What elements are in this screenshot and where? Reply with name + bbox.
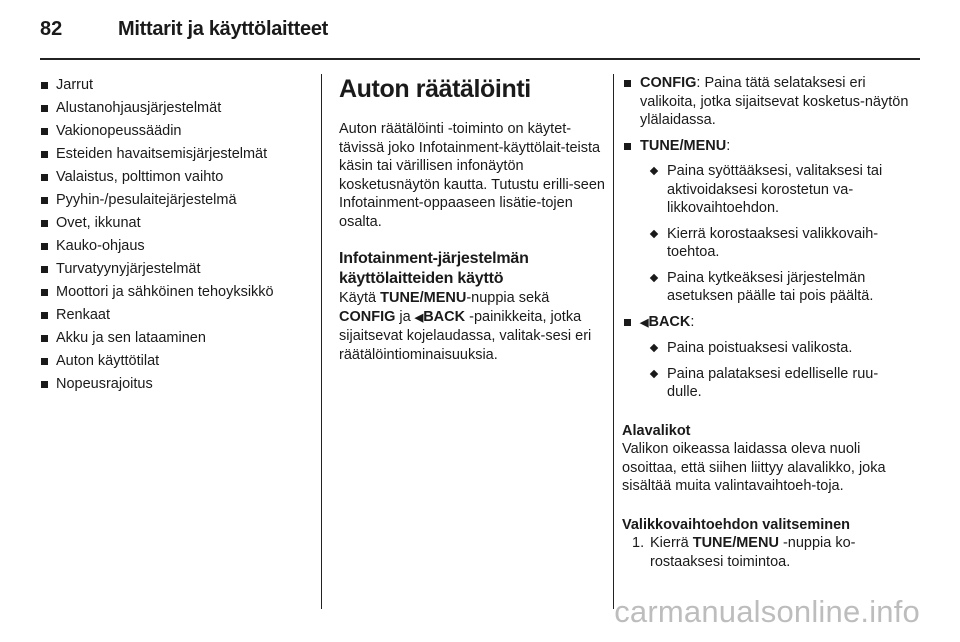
toc-item-label: Alustanohjausjärjestelmät bbox=[56, 100, 222, 116]
sub-bullet-text: Paina poistuaksesi valikosta. bbox=[667, 340, 853, 356]
sub-bullet-text: Kierrä korostaaksesi valikkovaih-toehtoa. bbox=[667, 225, 879, 260]
square-bullet-icon bbox=[41, 312, 48, 319]
toc-item-label: Ovet, ikkunat bbox=[56, 215, 141, 231]
square-bullet-icon bbox=[41, 220, 48, 227]
diamond-bullet-icon bbox=[650, 167, 658, 175]
square-bullet-icon bbox=[41, 105, 48, 112]
toc-item bbox=[40, 258, 308, 281]
square-bullet-icon bbox=[624, 143, 631, 150]
toc-item bbox=[40, 212, 308, 235]
back-arrow-icon: ◀ bbox=[640, 316, 649, 329]
square-bullet-icon bbox=[41, 151, 48, 158]
toc-item-label: Auton käyttötilat bbox=[56, 353, 160, 369]
chapter-title: Mittarit ja käyttölaitteet bbox=[118, 18, 329, 40]
square-bullet-icon bbox=[624, 80, 631, 87]
back-item bbox=[622, 313, 912, 333]
section-column bbox=[339, 74, 609, 364]
toc-item-label: Nopeusrajoitus bbox=[56, 376, 153, 392]
toc-item bbox=[40, 235, 308, 258]
diamond-bullet-icon bbox=[650, 229, 658, 237]
toc-item bbox=[40, 143, 308, 166]
sub-bullet-item bbox=[622, 365, 912, 402]
square-bullet-icon bbox=[41, 335, 48, 342]
toc-item-label: Esteiden havaitsemisjärjestelmät bbox=[56, 146, 268, 162]
toc-item bbox=[40, 120, 308, 143]
toc-item-label: Renkaat bbox=[56, 307, 111, 323]
diamond-bullet-icon bbox=[650, 369, 658, 377]
toc-list bbox=[40, 74, 308, 396]
sub-bullet-text: Paina syöttääksesi, valitaksesi tai aktivoidaksesi korostetun va-likkovaihtoehdon. bbox=[667, 163, 883, 216]
toc-item bbox=[40, 327, 308, 350]
toc-item-label: Jarrut bbox=[56, 77, 94, 93]
page-header bbox=[0, 0, 960, 58]
square-bullet-icon bbox=[41, 128, 48, 135]
sub-bullet-item bbox=[622, 269, 912, 306]
usage-text: Käytä bbox=[339, 290, 381, 306]
config-item bbox=[622, 74, 912, 130]
step-text: -nuppia ko-rostaaksesi toimintoa. bbox=[650, 535, 856, 570]
select-heading: Valikkovaihtoehdon valitseminen bbox=[622, 516, 851, 533]
toc-item-label: Pyyhin-/pesulaitejärjestelmä bbox=[56, 192, 237, 208]
watermark: carmanualsonline.info bbox=[614, 594, 920, 629]
square-bullet-icon bbox=[624, 319, 631, 326]
toc-item-label: Vakionopeussäädin bbox=[56, 123, 182, 139]
square-bullet-icon bbox=[41, 381, 48, 388]
alavalikot-heading: Alavalikot bbox=[622, 422, 691, 439]
page-number: 82 bbox=[40, 18, 63, 40]
column-divider bbox=[321, 74, 322, 609]
sub-bullet-item bbox=[622, 339, 912, 358]
header-rule bbox=[40, 58, 920, 60]
back-label: BACK bbox=[423, 308, 466, 325]
numbered-step bbox=[622, 534, 912, 571]
square-bullet-icon bbox=[41, 243, 48, 250]
step-number: 1. bbox=[632, 535, 645, 551]
usage-text: -painikkeita, jotka sijaitsevat kojelaudassa, valitak-sesi eri räätälöintiominaisuuksia. bbox=[339, 308, 592, 363]
toc-item-label: Akku ja sen lataaminen bbox=[56, 330, 206, 346]
sub-bullet-text: Paina kytkeäksesi järjestelmän asetuksen päälle tai pois päältä. bbox=[667, 269, 874, 304]
colon: : bbox=[726, 137, 731, 154]
sub-bullet-item bbox=[622, 162, 912, 218]
tune-menu-item bbox=[622, 137, 912, 156]
square-bullet-icon bbox=[41, 174, 48, 181]
section-intro: Auton räätälöinti -toiminto on käytet-tävissä joko Infotainment-käyttölait-teista käsin tai värillisen infonäytön kosketusnäytön kautta. Tutustu erilli-seen Infotainment-oppaaseen lisätie-tojen osalta. bbox=[339, 121, 605, 230]
toc-item bbox=[40, 189, 308, 212]
toc-item bbox=[40, 97, 308, 120]
back-arrow-icon: ◀ bbox=[414, 311, 424, 324]
toc-item bbox=[40, 74, 308, 97]
tune-menu-subitems bbox=[622, 162, 912, 306]
toc-item bbox=[40, 166, 308, 189]
toc-item bbox=[40, 350, 308, 373]
usage-text: -nuppia sekä bbox=[466, 290, 550, 306]
controls-column bbox=[622, 74, 912, 571]
square-bullet-icon bbox=[41, 266, 48, 273]
toc-item bbox=[40, 373, 308, 396]
tune-menu-label: TUNE/MENU bbox=[380, 290, 467, 306]
section-subheading: Infotainment-järjestelmän käyttölaitteiden käyttö bbox=[339, 250, 529, 287]
toc-column bbox=[40, 74, 308, 396]
tune-menu-label: TUNE/MENU bbox=[692, 535, 779, 551]
square-bullet-icon bbox=[41, 289, 48, 296]
toc-item bbox=[40, 281, 308, 304]
tune-menu-label: TUNE/MENU bbox=[640, 137, 727, 154]
toc-item-label: Valaistus, polttimon vaihto bbox=[56, 169, 224, 185]
toc-item-label: Turvatyynyjärjestelmät bbox=[56, 261, 201, 277]
square-bullet-icon bbox=[41, 197, 48, 204]
config-text: : Paina tätä selataksesi eri valikoita, jotka sijaitsevat kosketus-näytön ylälaidassa. bbox=[640, 75, 909, 128]
square-bullet-icon bbox=[41, 358, 48, 365]
back-subitems bbox=[622, 339, 912, 402]
config-label: CONFIG bbox=[640, 75, 697, 91]
column-divider bbox=[613, 74, 614, 609]
diamond-bullet-icon bbox=[650, 273, 658, 281]
sub-bullet-text: Paina palataksesi edelliselle ruu-dulle. bbox=[667, 365, 879, 400]
square-bullet-icon bbox=[41, 82, 48, 89]
section-title: Auton räätälöinti bbox=[339, 75, 531, 103]
sub-bullet-item bbox=[622, 225, 912, 262]
toc-item-label: Moottori ja sähköinen tehoyksikkö bbox=[56, 284, 274, 300]
colon: : bbox=[690, 313, 695, 330]
usage-paragraph bbox=[339, 289, 609, 364]
toc-item bbox=[40, 304, 308, 327]
back-label: BACK bbox=[648, 313, 691, 330]
alavalikot-text: Valikon oikeassa laidassa oleva nuoli osoittaa, että siihen liittyy alavalikko, joka sisältää muita valintavaihtoeh-toja. bbox=[622, 441, 886, 494]
usage-text: ja bbox=[395, 308, 415, 325]
step-text: Kierrä bbox=[650, 535, 693, 551]
diamond-bullet-icon bbox=[650, 344, 658, 352]
toc-item-label: Kauko-ohjaus bbox=[56, 238, 145, 254]
config-label: CONFIG bbox=[339, 308, 396, 325]
